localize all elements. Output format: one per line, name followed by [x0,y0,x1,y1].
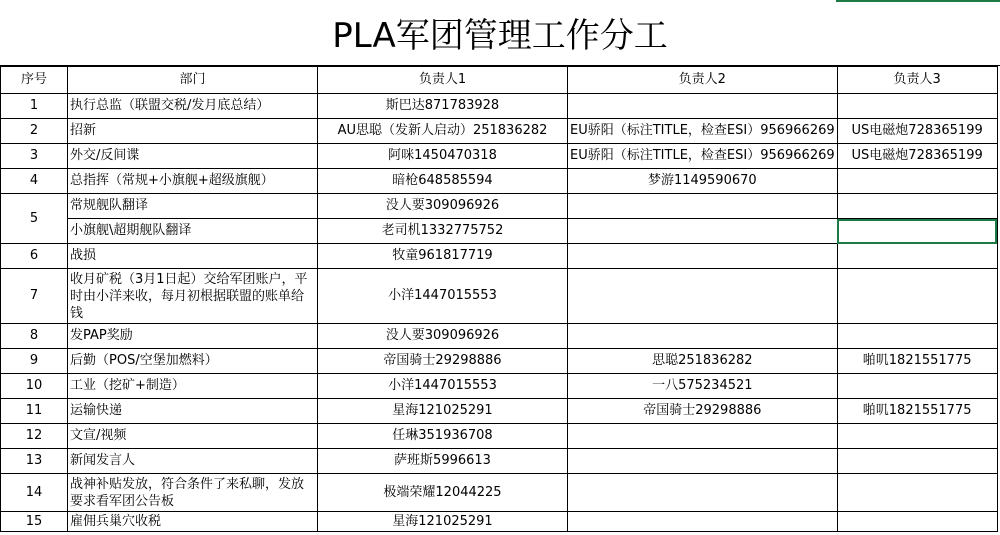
cell-no-merged[interactable]: 5 [1,194,68,244]
cell-p3[interactable]: US电磁炮728365199 [837,119,997,144]
cell-p2[interactable] [568,219,838,244]
cell-p1[interactable]: 阿咪1450470318 [318,144,568,169]
cell-dept[interactable]: 发PAP奖励 [68,324,318,349]
cell-dept[interactable]: 后勤（POS/空堡加燃料） [68,349,318,374]
cell-no[interactable]: 7 [1,269,68,324]
selected-cell[interactable] [837,219,997,244]
cell-p1[interactable]: 星海121025291 [318,512,568,532]
cell-p3[interactable] [837,94,997,119]
table-row [1,119,998,144]
cell-p1[interactable]: 小洋1447015553 [318,374,568,399]
cell-dept[interactable]: 文宣/视频 [68,424,318,449]
cell-dept[interactable]: 工业（挖矿+制造） [68,374,318,399]
cell-p3[interactable] [837,449,997,474]
header-cell-p1[interactable]: 负责人1 [318,67,568,94]
table-row [1,94,998,119]
cell-p3[interactable] [837,512,997,532]
cell-no[interactable]: 10 [1,374,68,399]
cell-p2[interactable] [568,449,838,474]
cell-no[interactable]: 12 [1,424,68,449]
cell-p2[interactable] [568,269,838,324]
cell-no[interactable]: 11 [1,399,68,424]
table-row [1,324,998,349]
cell-p1[interactable]: AU思聪（发新人启动）251836282 [318,119,568,144]
table-row [1,449,998,474]
cell-p2[interactable]: 帝国骑士29298886 [568,399,838,424]
cell-p3[interactable] [837,324,997,349]
cell-dept[interactable]: 小旗舰\超期舰队翻译 [68,219,318,244]
cell-p1[interactable]: 极端荣耀12044225 [318,474,568,512]
cell-dept[interactable]: 执行总监（联盟交税/发月底总结） [68,94,318,119]
cell-p3[interactable]: 啪叽1821551775 [837,399,997,424]
cell-p3[interactable] [837,194,997,219]
cell-dept[interactable]: 战神补贴发放，符合条件了来私聊，发放要求看军团公告板 [68,474,318,512]
cell-p3[interactable] [837,374,997,399]
cell-p2[interactable] [568,194,838,219]
cell-p2[interactable] [568,324,838,349]
cell-p3[interactable] [837,424,997,449]
header-cell-p3[interactable]: 负责人3 [837,67,997,94]
cell-p2[interactable]: 思聪251836282 [568,349,838,374]
cell-p2[interactable] [568,244,838,269]
header-cell-no[interactable]: 序号 [1,67,68,94]
cell-p1[interactable]: 斯巴达871783928 [318,94,568,119]
header-cell-dept[interactable]: 部门 [68,67,318,94]
cell-no[interactable]: 2 [1,119,68,144]
cell-p1[interactable]: 暗枪648585594 [318,169,568,194]
sheet-title: PLA军团管理工作分工 [332,16,668,56]
table-row [1,269,998,324]
cell-p1[interactable]: 牧童961817719 [318,244,568,269]
table-row [1,474,998,512]
cell-no[interactable]: 13 [1,449,68,474]
cell-no[interactable]: 14 [1,474,68,512]
cell-no[interactable]: 4 [1,169,68,194]
cell-p1[interactable]: 萨班斯5996613 [318,449,568,474]
cell-p2[interactable] [568,94,838,119]
cell-p1[interactable]: 小洋1447015553 [318,269,568,324]
cell-p2[interactable]: EU骄阳（标注TITLE，检查ESI）956966269 [568,144,838,169]
cell-p2[interactable]: EU骄阳（标注TITLE，检查ESI）956966269 [568,119,838,144]
cell-p3[interactable] [837,269,997,324]
assignment-table [0,66,998,532]
cell-dept[interactable]: 运输快递 [68,399,318,424]
cell-no[interactable]: 6 [1,244,68,269]
cell-p3[interactable]: 啪叽1821551775 [837,349,997,374]
cell-p2[interactable]: 梦游1149590670 [568,169,838,194]
cell-no[interactable]: 15 [1,512,68,532]
table-row [1,169,998,194]
cell-p1[interactable]: 没人要309096926 [318,324,568,349]
table-row [1,194,998,219]
cell-no[interactable]: 8 [1,324,68,349]
table-row [1,374,998,399]
cell-no[interactable]: 9 [1,349,68,374]
header-row [1,67,998,94]
cell-p2[interactable] [568,512,838,532]
cell-dept[interactable]: 收月矿税（3月1日起）交给军团账户，平时由小洋来收，每月初根据联盟的账单给钱 [68,269,318,324]
cell-dept[interactable]: 招新 [68,119,318,144]
table-row [1,244,998,269]
cell-no[interactable]: 1 [1,94,68,119]
cell-p1[interactable]: 没人要309096926 [318,194,568,219]
cell-p1[interactable]: 任琳351936708 [318,424,568,449]
cell-p2[interactable] [568,474,838,512]
cell-p1[interactable]: 帝国骑士29298886 [318,349,568,374]
table-row [1,399,998,424]
cell-p1[interactable]: 星海121025291 [318,399,568,424]
cell-p3[interactable]: US电磁炮728365199 [837,144,997,169]
table-row [1,424,998,449]
cell-dept[interactable]: 新闻发言人 [68,449,318,474]
cell-p2[interactable]: 一八575234521 [568,374,838,399]
cell-p3[interactable] [837,169,997,194]
cell-p3[interactable] [837,474,997,512]
cell-p3[interactable] [837,244,997,269]
cell-p1[interactable]: 老司机1332775752 [318,219,568,244]
cell-dept[interactable]: 外交/反间谍 [68,144,318,169]
cell-no[interactable]: 3 [1,144,68,169]
header-cell-p2[interactable]: 负责人2 [568,67,838,94]
table-row [1,144,998,169]
table-row [1,219,998,244]
cell-dept[interactable]: 常规舰队翻译 [68,194,318,219]
cell-dept[interactable]: 战损 [68,244,318,269]
cell-dept[interactable]: 雇佣兵巢穴收税 [68,512,318,532]
title-row[interactable] [0,0,1000,66]
cell-p2[interactable] [568,424,838,449]
cell-dept[interactable]: 总指挥（常规+小旗舰+超级旗舰） [68,169,318,194]
table-row [1,349,998,374]
table-row [1,512,998,532]
